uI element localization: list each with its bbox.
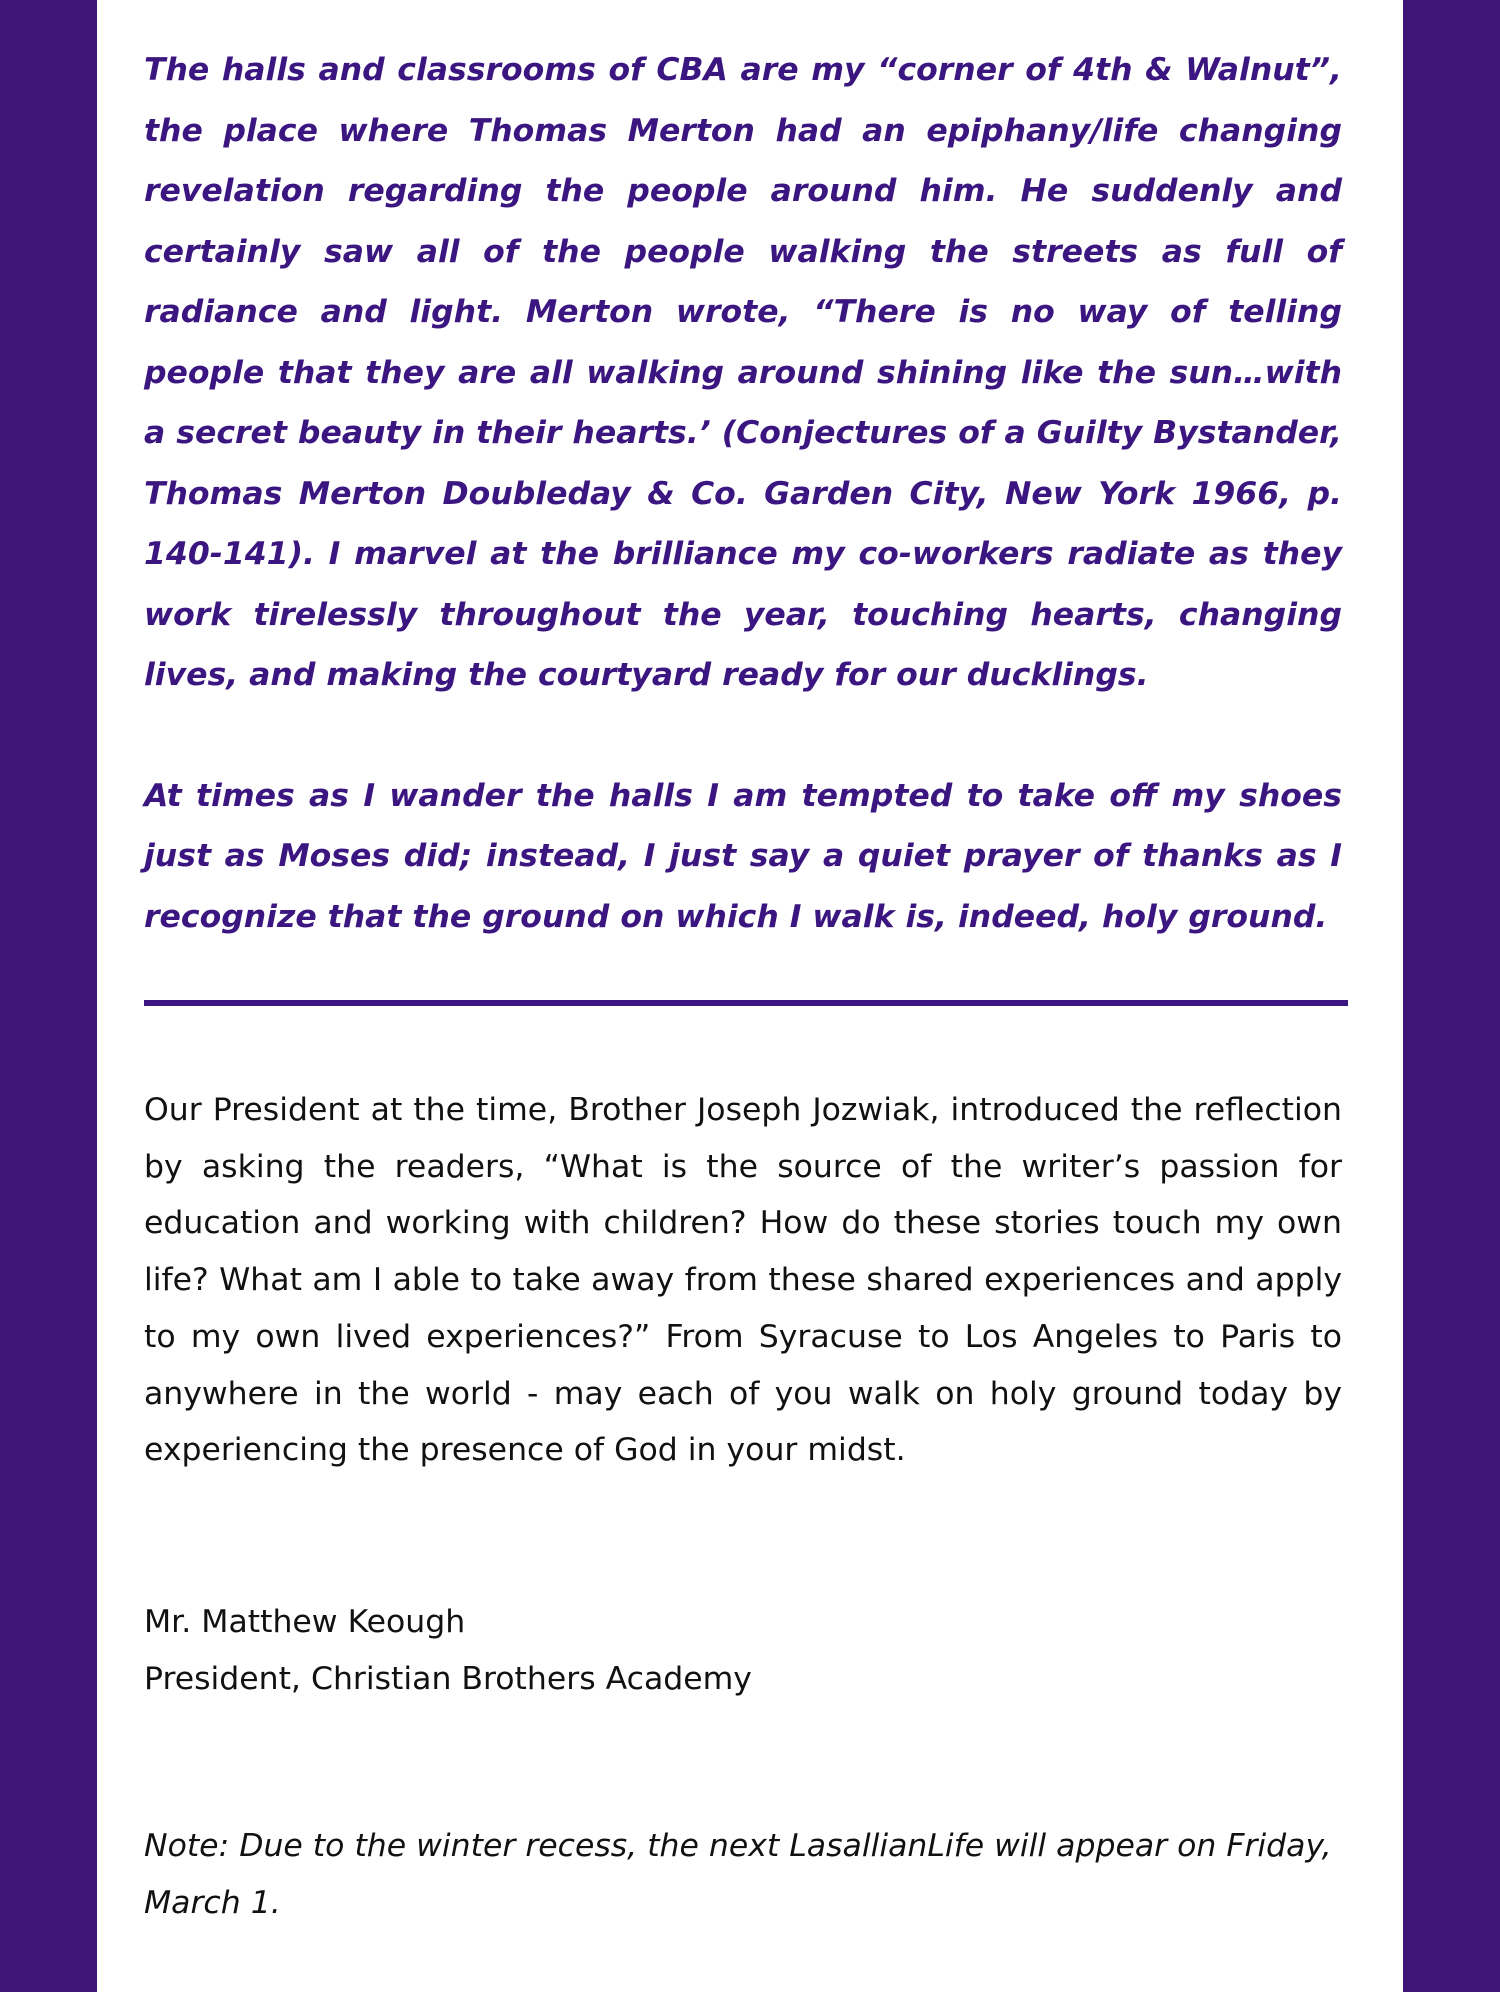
reflection-paragraph-1: The halls and classrooms of CBA are my “corner of 4th & Walnut”, the place where Thomas Merton had an epiphany/life changing revelation regarding the people around him. He suddenly and certainly saw all of the people walking the streets as full of radiance and light. Merton wrote, “There is no way of telling people that they are all walking around shining like the sun…with a secret beauty in their hearts.’ (Conjectures of a Guilty Bystander, Thomas Merton Doubleday & Co. Garden City, New York 1966, p. 140-141). I marvel at the brilliance my co-workers radiate as they work tirelessly throughout the year, touching hearts, changing lives, and making the courtyard ready for our ducklings. — [144, 52, 1342, 693]
intro-paragraph: Our President at the time, Brother Joseph Jozwiak, introduced the reflection by asking the readers, “What is the source of the writer’s passion for education and working with children? How do these stories touch my own life? What am I able to take away from these shared experiences and apply to my own lived experiences?” From Syracuse to Los Angeles to Paris to anywhere in the world - may each of you walk on holy ground today by experiencing the presence of God in your midst. — [144, 1092, 1342, 1469]
section-divider — [144, 1000, 1348, 1006]
reflection-section — [144, 40, 1342, 947]
newsletter-page — [97, 0, 1403, 1992]
schedule-note: Note: Due to the winter recess, the next LasallianLife will appear on Friday, March 1. — [144, 1828, 1332, 1921]
reflection-paragraph-2: At times as I wander the halls I am tempted to take off my shoes just as Moses did; instead, I just say a quiet prayer of thanks as I recognize that the ground on which I walk is, indeed, holy ground. — [144, 777, 1342, 935]
signature-block — [144, 1594, 1342, 1708]
signature-name: Mr. Matthew Keough — [144, 1604, 466, 1640]
signature-title: President, Christian Brothers Academy — [144, 1661, 752, 1697]
